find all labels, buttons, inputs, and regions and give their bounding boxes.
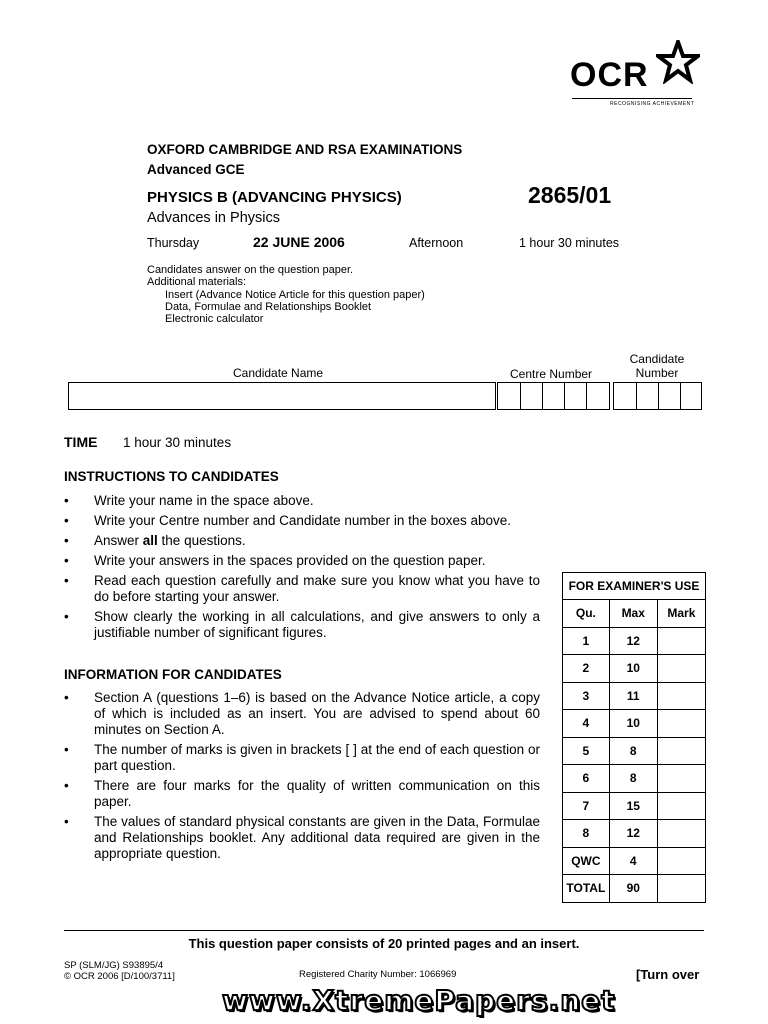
col-header-mark: Mark [657,600,705,628]
paper-reference-line-1: SP (SLM/JG) S93895/4 [64,960,164,971]
mark-cell[interactable] [657,682,705,710]
centre-number-digit-divider [542,383,543,409]
exam-session: Afternoon [409,236,464,250]
table-row [563,627,706,655]
time-label: TIME [64,434,98,450]
table-row [563,655,706,683]
subject-title: PHYSICS B (ADVANCING PHYSICS) [147,189,402,206]
max-mark: 8 [609,765,657,793]
exam-board: OXFORD CAMBRIDGE AND RSA EXAMINATIONS [147,142,463,157]
centre-number-box[interactable] [497,382,610,410]
mark-cell[interactable] [657,875,705,903]
instruction-item: • Write your name in the space above. [64,493,540,509]
emphasis-all: all [142,533,158,548]
charity-number: Registered Charity Number: 1066969 [299,969,457,980]
table-row [563,765,706,793]
mark-cell[interactable] [657,765,705,793]
footer-rule [64,930,704,931]
question-number: 1 [563,627,610,655]
exam-day: Thursday [147,236,200,250]
table-row [563,875,706,903]
information-item: • Section A (questions 1–6) is based on the Advance Notice article, a copy of which is included as an insert. You are advised to spend about 60 minutes on Section A. [64,690,540,738]
question-number: 8 [563,820,610,848]
max-mark: 90 [609,875,657,903]
candidate-number-label-line-2: Number [635,366,679,380]
question-number: 5 [563,737,610,765]
paper-reference-line-2: © OCR 2006 [D/100/3711] [64,971,175,982]
centre-number-digit-divider [586,383,587,409]
turn-over: [Turn over [636,967,700,982]
candidate-name-label: Candidate Name [233,366,324,380]
candidate-number-label-line-1: Candidate [629,352,685,366]
materials-item: Insert (Advance Notice Article for this question paper) [165,288,425,301]
instruction-item: • Show clearly the working in all calculations, and give answers to only a justifiable number of significant figures. [64,609,540,641]
max-mark: 10 [609,655,657,683]
information-list [64,690,540,866]
table-row [563,847,706,875]
question-number: QWC [563,847,610,875]
max-mark: 15 [609,792,657,820]
candidate-number-box[interactable] [613,382,702,410]
watermark: www.XtremePapers.net [222,984,616,1017]
max-mark: 12 [609,820,657,848]
ocr-logo [570,56,705,108]
materials-line-2: Additional materials: [147,276,247,289]
star-icon [656,40,700,84]
instruction-item: • Read each question carefully and make sure you know what you have to do before starting your answer. [64,573,540,605]
page-count-note: This question paper consists of 20 printed pages and an insert. [188,936,580,951]
centre-number-digit-divider [564,383,565,409]
max-mark: 11 [609,682,657,710]
information-item: • The values of standard physical constants are given in the Data, Formulae and Relationships booklet. Any additional data required are given in the appropriate question. [64,814,540,862]
col-header-max: Max [609,600,657,628]
candidate-number-digit-divider [680,383,681,409]
information-item: • The number of marks is given in brackets [ ] at the end of each question or part question. [64,742,540,774]
candidate-number-digit-divider [658,383,659,409]
instructions-heading: INSTRUCTIONS TO CANDIDATES [64,469,279,484]
table-row [563,820,706,848]
max-mark: 12 [609,627,657,655]
question-number: 4 [563,710,610,738]
centre-number-label: Centre Number [510,367,593,381]
logo-tagline: RECOGNISING ACHIEVEMENT [610,101,695,107]
information-heading: INFORMATION FOR CANDIDATES [64,667,282,682]
candidate-name-box[interactable] [68,382,496,410]
instruction-item: • Write your answers in the spaces provided on the question paper. [64,553,540,569]
instruction-item: • Answer all the questions. [64,533,540,549]
instructions-list [64,493,540,645]
table-row [563,682,706,710]
max-mark: 8 [609,737,657,765]
mark-cell[interactable] [657,737,705,765]
question-number: 3 [563,682,610,710]
candidate-number-label [612,352,702,380]
mark-cell[interactable] [657,655,705,683]
table-row [563,710,706,738]
centre-number-digit-divider [520,383,521,409]
table-row [563,737,706,765]
mark-cell[interactable] [657,710,705,738]
mark-cell[interactable] [657,847,705,875]
col-header-question: Qu. [563,600,610,628]
mark-cell[interactable] [657,792,705,820]
examiner-table-title: FOR EXAMINER'S USE [563,573,706,600]
instruction-item: • Write your Centre number and Candidate number in the boxes above. [64,513,540,529]
materials-item: Data, Formulae and Relationships Booklet [165,300,372,313]
logo-text: OCR [570,56,649,94]
paper-code: 2865/01 [528,182,612,208]
logo-rule [572,98,692,99]
question-number: TOTAL [563,875,610,903]
question-number: 6 [563,765,610,793]
materials-block [147,264,425,325]
question-number: 7 [563,792,610,820]
exam-date: 22 JUNE 2006 [253,234,345,250]
max-mark: 10 [609,710,657,738]
mark-cell[interactable] [657,627,705,655]
information-item: • There are four marks for the quality of written communication on this paper. [64,778,540,810]
paper-title: Advances in Physics [147,210,280,226]
time-value: 1 hour 30 minutes [123,435,232,450]
max-mark: 4 [609,847,657,875]
materials-item: Electronic calculator [165,313,264,326]
question-number: 2 [563,655,610,683]
candidate-number-digit-divider [636,383,637,409]
exam-duration: 1 hour 30 minutes [519,236,620,250]
paper-reference [64,960,175,982]
examiner-use-table [562,572,706,903]
mark-cell[interactable] [657,820,705,848]
qualification-level: Advanced GCE [147,162,245,177]
materials-line-1: Candidates answer on the question paper. [147,264,354,276]
table-row [563,792,706,820]
